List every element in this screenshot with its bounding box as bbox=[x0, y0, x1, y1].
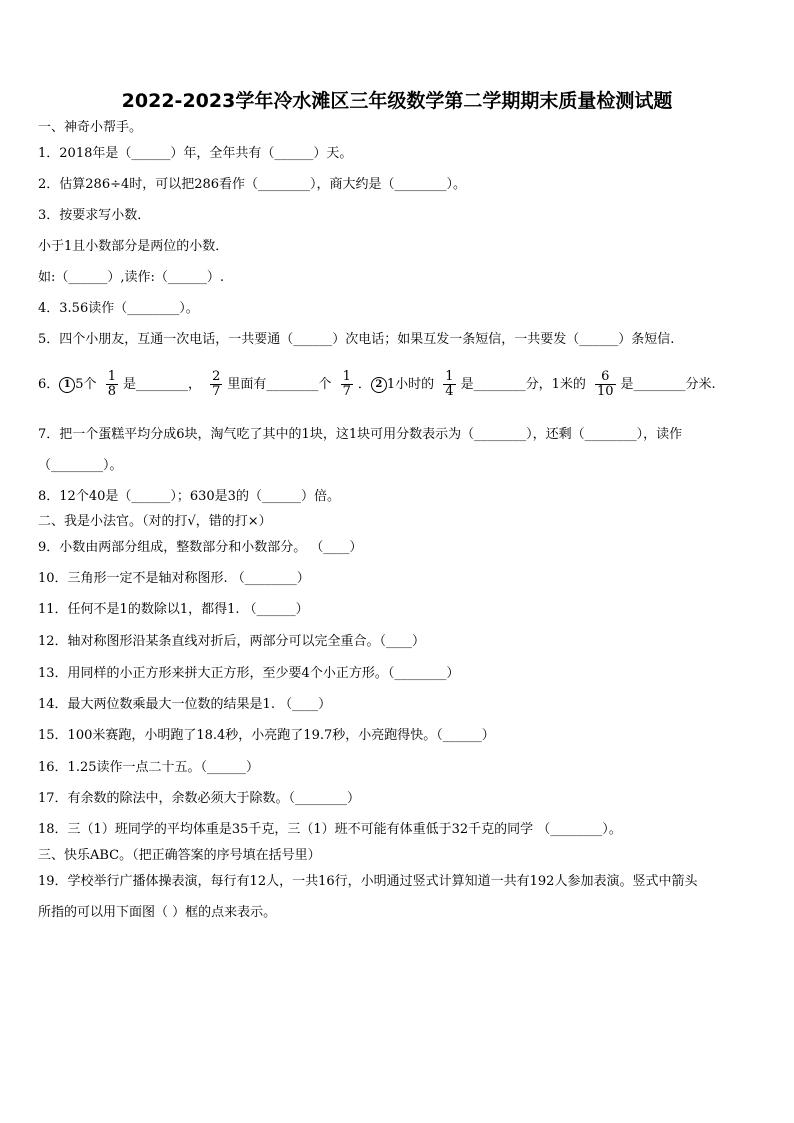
question-7: 7．把一个蛋糕平均分成6块，淘气吃了其中的1块，这1块可用分数表示为（________），还剩（________），读作 bbox=[38, 427, 683, 442]
question-3-answer: 如:（______）,读作:（______）. bbox=[38, 270, 225, 285]
question-10: 10．三角形一定不是轴对称图形. （________） bbox=[38, 571, 310, 586]
question-11: 11．任何不是1的数除以1，都得1. （______） bbox=[38, 602, 309, 617]
fraction-denominator: 10 bbox=[597, 384, 614, 399]
fraction-numerator: 1 bbox=[342, 369, 351, 384]
question-6 bbox=[38, 370, 716, 399]
question-6-text: 是________， bbox=[122, 377, 201, 392]
fraction bbox=[106, 370, 118, 399]
question-7-continued: （________）。 bbox=[38, 458, 123, 473]
page-title: 2022-2023学年冷水滩区三年级数学第二学期期末质量检测试题 bbox=[121, 90, 673, 112]
question-3-text: 小于1且小数部分是两位的小数． bbox=[38, 239, 229, 254]
question-6-text: 1小时的 bbox=[386, 377, 435, 392]
fraction bbox=[210, 370, 222, 399]
question-6-text: ． bbox=[357, 377, 371, 392]
question-19: 19．学校举行广播体操表演，每行有12人，一共16行，小明通过竖式计算知道一共有192人参加表演。竖式中箭头 bbox=[38, 874, 698, 889]
fraction bbox=[443, 370, 455, 399]
fraction bbox=[341, 370, 353, 399]
question-3: 3．按要求写小数． bbox=[38, 208, 151, 223]
fraction-denominator: 4 bbox=[445, 384, 454, 399]
question-14: 14．最大两位数乘最大一位数的结果是1. （____） bbox=[38, 697, 332, 712]
question-18: 18．三（1）班同学的平均体重是35千克，三（1）班不可能有体重低于32千克的同学 （________）。 bbox=[38, 822, 622, 837]
circled-number: 2 bbox=[371, 377, 387, 393]
question-6-text: 5个 bbox=[75, 377, 97, 392]
question-6-text: 里面有________个 bbox=[227, 377, 332, 392]
section-heading: 三、快乐ABC。（把正确答案的序号填在括号里） bbox=[38, 848, 321, 863]
fraction-denominator: 7 bbox=[212, 384, 221, 399]
section-heading: 二、我是小法官。（对的打√，错的打×） bbox=[38, 514, 272, 529]
question-6-number: 6． bbox=[38, 377, 60, 392]
question-5: 5．四个小朋友，互通一次电话，一共要通（______）次电话；如果互发一条短信，一共要发（______）条短信. bbox=[38, 332, 675, 347]
question-2: 2．估算286÷4时，可以把286看作（________），商大约是（________）。 bbox=[38, 177, 467, 192]
question-6-text: 是________分，1米的 bbox=[460, 377, 586, 392]
question-8: 8．12个40是（______）；630是3的（______）倍。 bbox=[38, 489, 340, 504]
question-17: 17．有余数的除法中，余数必须大于除数。（________） bbox=[38, 791, 361, 806]
circled-number: 1 bbox=[59, 377, 75, 393]
question-4: 4．3.56读作（________）。 bbox=[38, 301, 199, 316]
question-19-continued: 所指的可以用下面图（ ）框的点来表示。 bbox=[38, 905, 277, 920]
fraction-denominator: 8 bbox=[107, 384, 116, 399]
question-9: 9．小数由两部分组成，整数部分和小数部分。 （____） bbox=[38, 540, 363, 555]
fraction-numerator: 1 bbox=[107, 369, 116, 384]
question-13: 13．用同样的小正方形来拼大正方形，至少要4个小正方形。（________） bbox=[38, 666, 460, 681]
fraction-numerator: 1 bbox=[445, 369, 454, 384]
fraction-numerator: 2 bbox=[212, 369, 221, 384]
question-12: 12．轴对称图形沿某条直线对折后，两部分可以完全重合。（____） bbox=[38, 634, 426, 649]
fraction bbox=[595, 370, 616, 399]
question-15: 15．100米赛跑，小明跑了18.4秒，小亮跑了19.7秒，小亮跑得快。（______） bbox=[38, 728, 495, 743]
question-1: 1．2018年是（______）年，全年共有（______）天。 bbox=[38, 146, 353, 161]
question-6-text: 是________分米. bbox=[620, 377, 716, 392]
fraction-numerator: 6 bbox=[595, 370, 616, 385]
section-heading: 一、神奇小帮手。 bbox=[38, 120, 143, 135]
fraction-denominator: 7 bbox=[342, 384, 351, 399]
question-16: 16．1.25读作一点二十五。（______） bbox=[38, 760, 259, 775]
